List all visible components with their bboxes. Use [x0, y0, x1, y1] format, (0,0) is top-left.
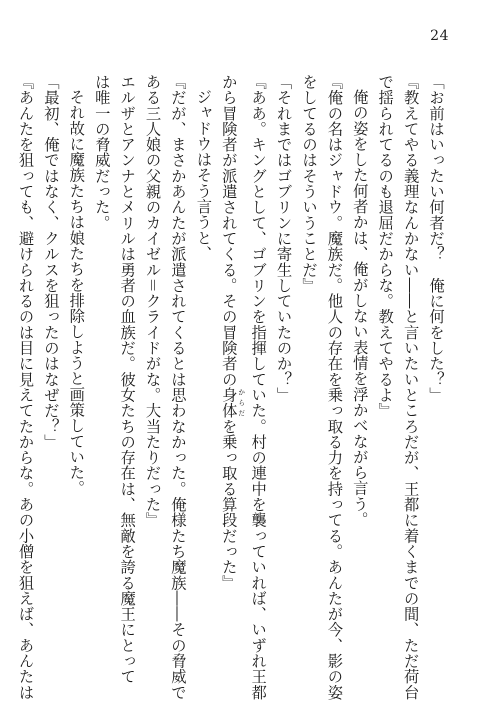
text-line: 『だが、まさかあんたが派遣されてくるとは思わなかった。俺様たち魔族――その脅威で — [168, 74, 187, 700]
page-number: 24 — [430, 28, 449, 44]
text-line: 『俺の名はジャドウ。魔族だ。他人の存在を乗っ取る力を持ってる。あんたが今、影の姿 — [325, 74, 344, 700]
text-line: 「最初、俺ではなく、クルスを狙ったのはなぜだ？」 — [41, 74, 60, 450]
text-line: 俺の姿をした何者かは、俺がしない表情を浮かべながら言う。 — [350, 89, 369, 528]
text-line: それ故に魔族たちは娘たちを排除しようと画策していた。 — [67, 89, 86, 497]
text-line: で揺られてるのも退屈だからな。教えてやるよ』 — [376, 74, 395, 419]
text-line: は唯一の脅威だった。 — [92, 74, 111, 231]
text-line: 『ああ。キングとして、ゴブリンを指揮していた。村の連中を襲っていれば、いずれ王都 — [249, 74, 268, 700]
text-line: ジャドウはそう言うと、 — [194, 89, 213, 262]
body-text — [16, 74, 448, 700]
text-line: ある三人娘の父親のカイゼル＝クライドがな。大当たりだった』 — [143, 74, 162, 528]
ruby-annotation: 身体 からだ — [219, 387, 245, 419]
text-line: をしてるのはそういうことだ』 — [299, 74, 318, 294]
text-line: 『あんたを狙っても、避けられるのは目に見えてたからな。あの小僧を狙えば、あんたは — [16, 74, 35, 700]
text-line: 『教えてやる義理なんかない――と言いたいところだが、王都に着くまでの間、ただ荷台 — [401, 74, 420, 700]
text-line: エルザとアンナとメリルは勇者の血族だ。彼女たちの存在は、無敵を誇る魔王にとって — [118, 74, 137, 685]
text-line: 「お前はいったい何者だ？ 俺に何をした？」 — [427, 74, 445, 403]
text-line: から冒険者が派遣されてくる。その冒険者の身体 からだを乗っ取る算段だった』 — [219, 74, 245, 591]
text-line: 「それまではゴブリンに寄生していたのか？」 — [274, 74, 293, 403]
